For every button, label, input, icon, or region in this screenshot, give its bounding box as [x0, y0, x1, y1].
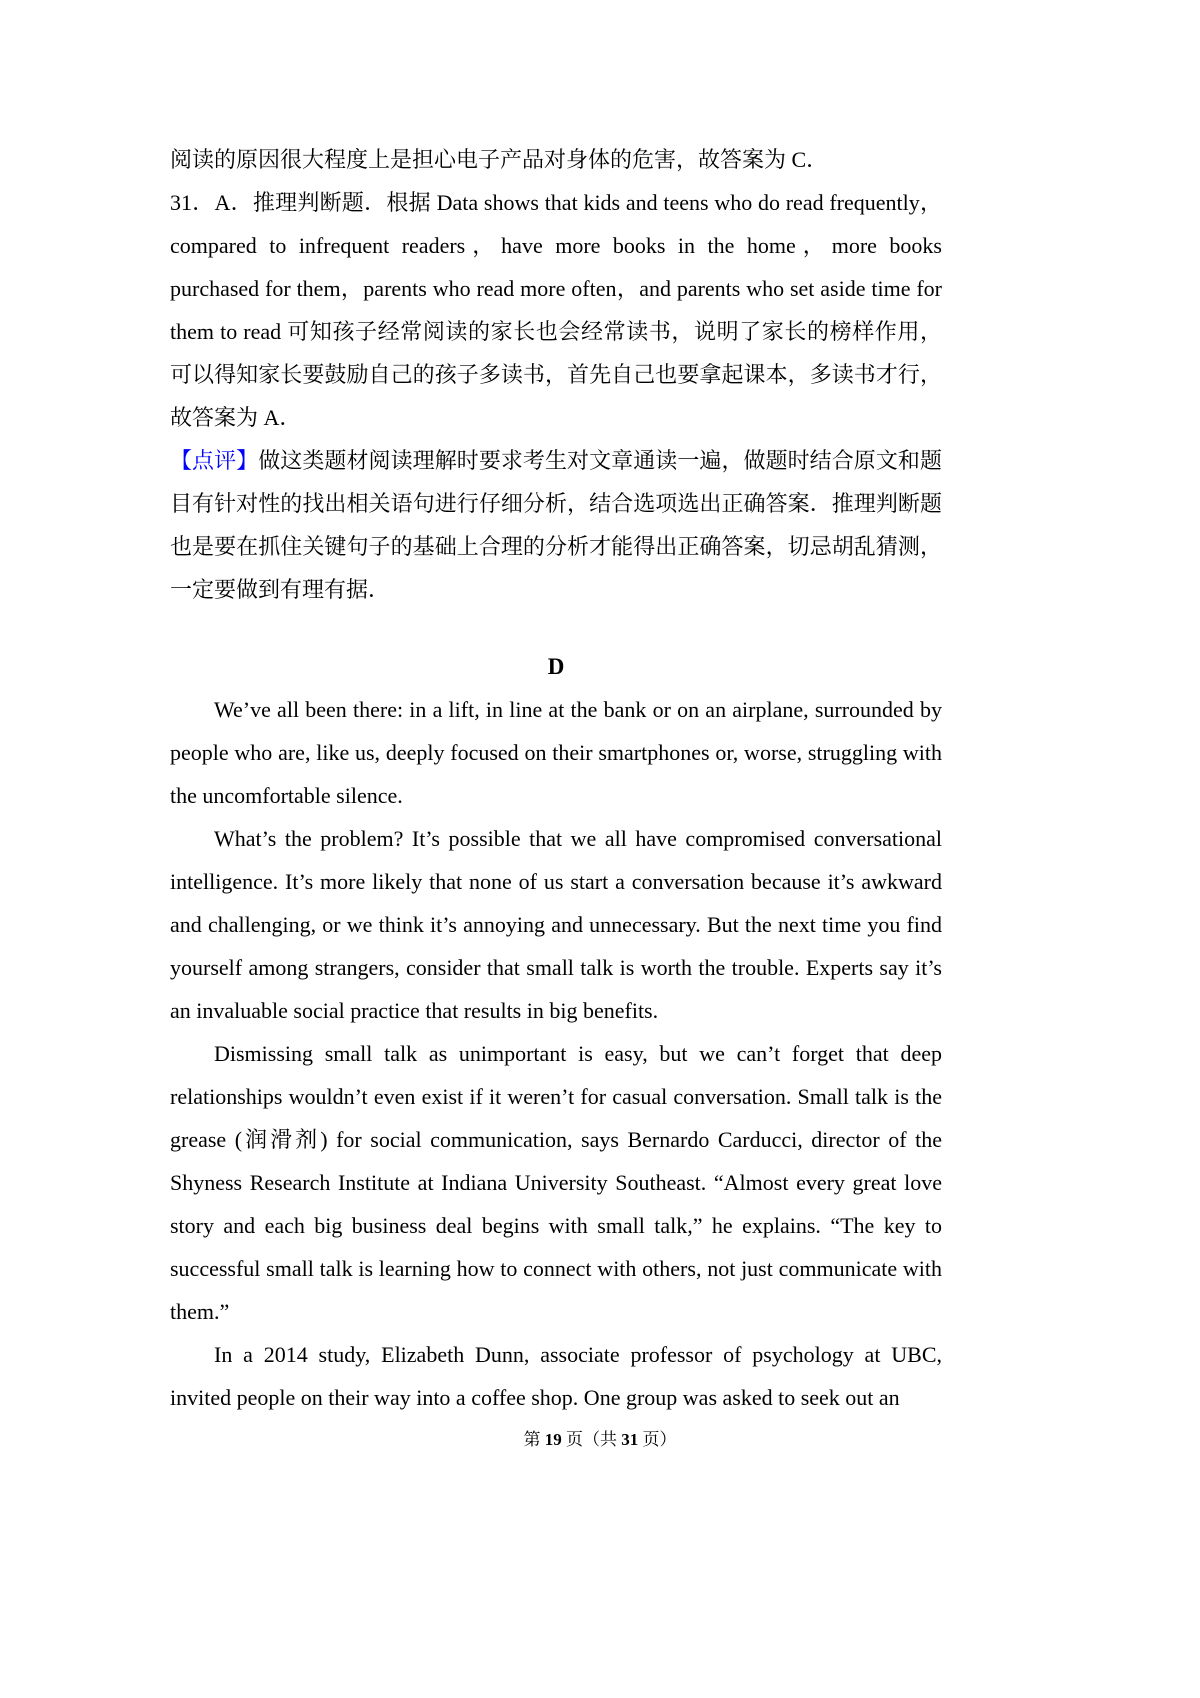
paragraph-passage-d-1: We’ve all been there: in a lift, in line at the bank or on an airplane, surrounded by people who are, like us, deeply focused on their smartphones or, worse, struggling with the uncomfortable silence. [170, 697, 942, 808]
footer-prefix: 第 [523, 1430, 545, 1449]
section-heading-d: D [547, 654, 565, 679]
footer-suffix: 页） [638, 1430, 677, 1449]
paragraph-passage-d-2: What’s the problem? It’s possible that we all have compromised conversational intelligence. It’s more likely that none of us start a conversation because it’s awkward and challenging, or we think it’s annoying and unnecessary. But the next time you find yourself among strangers, consider that small talk is worth the trouble. Experts say it’s an invaluable social practice that results in big benefits. [170, 826, 942, 1023]
comment-label: 【点评】 [170, 448, 259, 473]
paragraph-comment [170, 439, 942, 611]
paragraph-continuation-answer-c: 阅读的原因很大程度上是担心电子产品对身体的危害，故答案为 C． [170, 147, 829, 172]
page-footer [0, 1428, 1200, 1452]
footer-middle: 页（共 [561, 1430, 622, 1449]
comment-text: 做这类题材阅读理解时要求考生对文章通读一遍，做题时结合原文和题目有针对性的找出相关语句进行仔细分析，结合选项选出正确答案．推理判断题也是要在抓住关键句子的基础上合理的分析才能得出正确答案，切忌胡乱猜测，一定要做到有理有据． [170, 448, 942, 602]
paragraph-passage-d-3: Dismissing small talk as unimportant is easy, but we can’t forget that deep relationships wouldn’t even exist if it weren’t for casual conversation. Small talk is the grease (润滑剂) for social communication, says Bernardo Carducci, director of the Shyness Research Institute at Indiana University Southeast. “Almost every great love story and each big business deal begins with small talk,” he explains. “The key to successful small talk is learning how to connect with others, not just communicate with them.” [170, 1041, 942, 1324]
page-content [170, 138, 942, 1419]
paragraph-passage-d-4: In a 2014 study, Elizabeth Dunn, associate professor of psychology at UBC, invited people on their way into a coffee shop. One group was asked to seek out an [170, 1342, 942, 1410]
footer-page-number: 19 [544, 1430, 562, 1449]
paragraph-answer-31: 31．A．推理判断题．根据 Data shows that kids and teens who do read frequently，compared to infrequent readers，have more books in the home，more books purchased for them，parents who read more often，and parents who set aside time for them to read 可知孩子经常阅读的家长也会经常读书，说明了家长的榜样作用，可以得知家长要鼓励自己的孩子多读书，首先自己也要拿起课本，多读书才行，故答案为 A． [170, 190, 942, 430]
footer-total-pages: 31 [621, 1430, 639, 1449]
